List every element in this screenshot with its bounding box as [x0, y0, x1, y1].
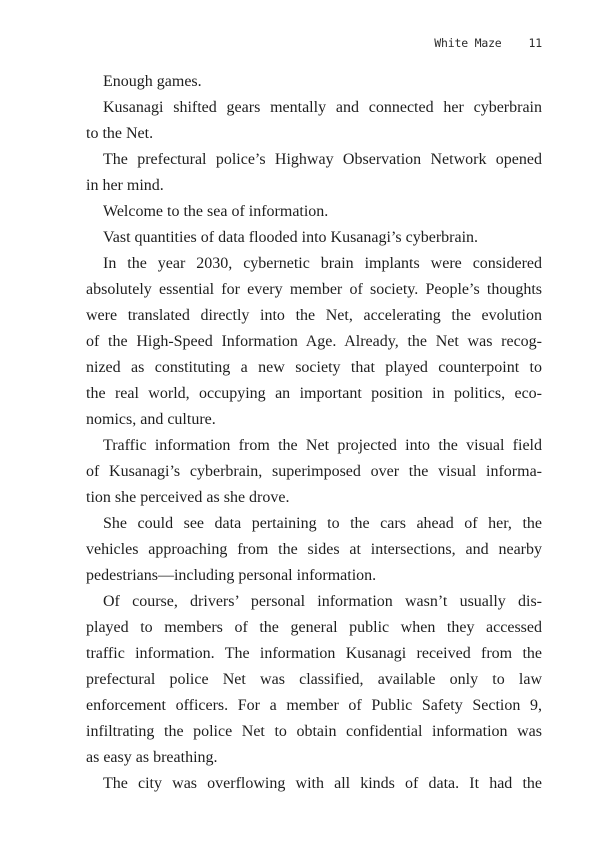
text-line: traffic information. The information Kusanagi received from the: [86, 645, 542, 662]
text-line: pedestrians—including personal information.: [86, 567, 377, 584]
text-line: She could see data pertaining to the cars ahead of her, the: [103, 515, 542, 532]
text-line: nized as constituting a new society that played counterpoint to: [86, 359, 542, 376]
text-line: of Kusanagi’s cyberbrain, superimposed over the visual informa-: [86, 463, 542, 480]
page-number: 11: [528, 36, 542, 50]
running-header: [0, 36, 542, 50]
text-line: Enough games.: [103, 73, 202, 90]
text-line: The city was overflowing with all kinds of data. It had the: [103, 775, 542, 792]
text-line: prefectural police Net was classified, available only to law: [86, 671, 542, 688]
text-line: infiltrating the police Net to obtain confidential information was: [86, 723, 542, 740]
text-line: tion she perceived as she drove.: [86, 489, 290, 506]
text-line: Welcome to the sea of information.: [103, 203, 329, 220]
text-line: to the Net.: [86, 125, 154, 142]
text-line: nomics, and culture.: [86, 411, 216, 428]
text-line: absolutely essential for every member of society. People’s thoughts: [86, 281, 542, 298]
text-line: as easy as breathing.: [86, 749, 218, 766]
text-line: Vast quantities of data flooded into Kusanagi’s cyberbrain.: [103, 229, 479, 246]
text-line: enforcement officers. For a member of Public Safety Section 9,: [86, 697, 542, 714]
body-text: [86, 69, 542, 797]
text-line: were translated directly into the Net, accelerating the evolution: [86, 307, 542, 324]
text-line: vehicles approaching from the sides at intersections, and nearby: [86, 541, 542, 558]
text-line: Of course, drivers’ personal information wasn’t usually dis-: [103, 593, 542, 610]
text-line: in her mind.: [86, 177, 164, 194]
text-line: of the High-Speed Information Age. Already, the Net was recog-: [86, 333, 542, 350]
text-line: Traffic information from the Net projected into the visual field: [103, 437, 542, 454]
text-line: the real world, occupying an important position in politics, eco-: [86, 385, 542, 402]
text-line: The prefectural police’s Highway Observation Network opened: [103, 151, 542, 168]
text-line: Kusanagi shifted gears mentally and connected her cyberbrain: [103, 99, 542, 116]
running-title: White Maze: [434, 36, 502, 50]
text-line: played to members of the general public when they accessed: [86, 619, 542, 636]
text-line: In the year 2030, cybernetic brain implants were considered: [103, 255, 542, 272]
